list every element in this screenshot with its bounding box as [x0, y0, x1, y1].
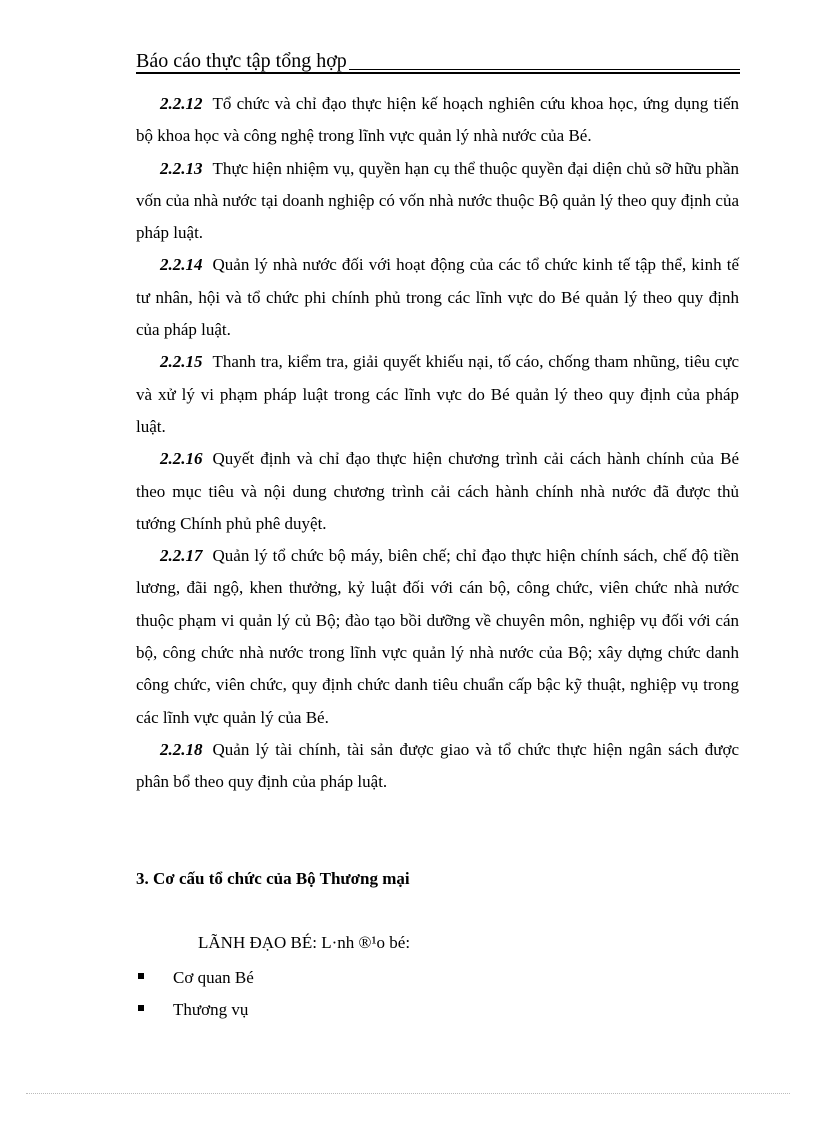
list-item-text: Thương vụ [173, 1000, 249, 1019]
paragraph-text: Quản lý tài chính, tài sản được giao và tổ chức thực hiện ngân sách được phân bổ theo quy định của pháp luật. [136, 739, 739, 792]
paragraph-number: 2.2.18 [160, 739, 203, 759]
paragraph-text: Quản lý nhà nước đối với hoạt động của các tổ chức kinh tế tập thể, kinh tế tư nhân, hội và tổ chức phi chính phủ trong các lĩnh vực do Bé quản lý theo quy định của pháp luật. [136, 255, 739, 340]
paragraph-text: Tổ chức và chỉ đạo thực hiện kế hoạch nghiên cứu khoa học, ứng dụng tiến bộ khoa học và công nghệ trong lĩnh vực quản lý nhà nước của Bé. [136, 94, 739, 146]
paragraph-number: 2.2.17 [160, 546, 203, 566]
paragraph-2-2-12 [136, 88, 739, 153]
paragraph-2-2-17 [136, 540, 739, 734]
header-title: Báo cáo thực tập tổng hợp [136, 50, 347, 72]
paragraph-2-2-16 [136, 443, 739, 540]
paragraph-number: 2.2.12 [160, 94, 203, 113]
paragraph-2-2-18 [136, 734, 739, 799]
paragraph-text: Quản lý tổ chức bộ máy, biên chế; chỉ đạo thực hiện chính sách, chế độ tiền lương, đãi ngộ, khen thưởng, kỷ luật đối với cán bộ, công chức, viên chức nhà nước thuộc phạm vi quản lý củ Bộ; đào tạo bồi dưỡng về chuyên môn, nghiệp vụ đối với cán bộ, công chức nhà nước trong lĩnh vực quản lý nhà nước của Bộ; xây dựng chức danh công chức, viên chức, quy định chức danh tiêu chuẩn cấp bậc kỹ thuật, nghiệp vụ trong các lĩnh vực quản lý của Bé. [136, 546, 739, 727]
paragraph-number: 2.2.15 [160, 352, 203, 372]
paragraph-number: 2.2.14 [160, 255, 203, 275]
square-bullet-icon [138, 1005, 144, 1011]
paragraph-2-2-15 [136, 346, 739, 443]
paragraph-text: Thực hiện nhiệm vụ, quyền hạn cụ thể thuộc quyền đại diện chủ sỡ hữu phần vốn của nhà nước tại doanh nghiệp có vốn nhà nước thuộc Bộ quản lý theo quy định của pháp luật. [136, 158, 739, 243]
paragraph-text: Quyết định và chỉ đạo thực hiện chương trình cải cách hành chính của Bé theo mục tiêu và nội dung chương trình cải cách hành chính nhà nước đã được thủ tướng Chính phủ phê duyệt. [136, 449, 739, 533]
list-item-text: Cơ quan Bé [173, 968, 254, 987]
section-heading: 3. Cơ cấu tổ chức của Bộ Thương mại [136, 869, 410, 888]
paragraph-2-2-14 [136, 249, 739, 346]
header-rule-thick [136, 72, 740, 74]
paragraph-text: Thanh tra, kiểm tra, giải quyết khiếu nại, tố cáo, chống tham nhũng, tiêu cực và xử lý vi phạm pháp luật trong các lĩnh vực do Bé quản lý theo quy định của pháp luật. [136, 352, 739, 436]
document-body [136, 88, 739, 799]
page-header [136, 48, 740, 74]
square-bullet-icon [138, 973, 144, 979]
page-bottom-divider [26, 1093, 790, 1094]
leadership-line: LÃNH ĐẠO BÉ: L·nh ®¹o bé: [198, 933, 411, 952]
paragraph-number: 2.2.13 [160, 158, 203, 178]
paragraph-number: 2.2.16 [160, 449, 203, 469]
paragraph-2-2-13 [136, 153, 739, 250]
